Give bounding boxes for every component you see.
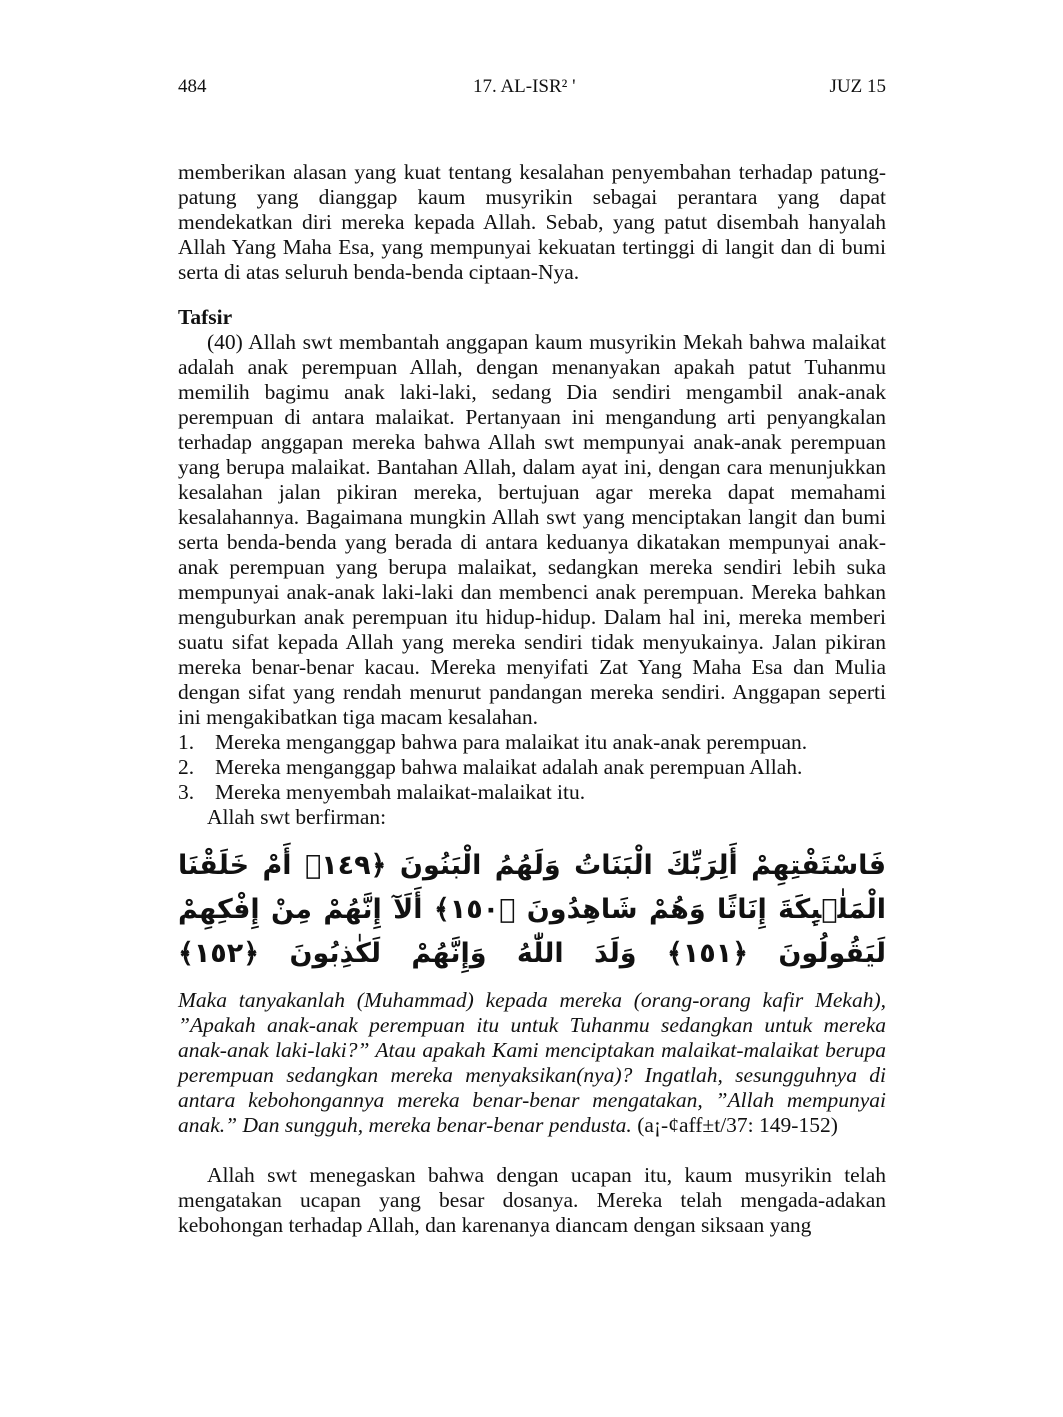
tafsir-paragraph: (40) Allah swt membantah anggapan kaum musyrikin Mekah bahwa malaikat adalah anak perempuan Allah, dengan menanyakan apakah patut Tuhanmu memilih bagimu anak laki-laki, sedang Dia sendiri mengambil anak-anak perempuan di antara malaikat. Pertanyaan ini mengandung arti penyangkalan terhadap anggapan mereka bahwa Allah swt mempunyai anak-anak perempuan yang berupa malaikat. Bantahan Allah, dalam ayat ini, dengan cara menunjukkan kesalahan jalan pikiran mereka, bertujuan agar mereka dapat memahami kesalahannya. Bagaimana mungkin Allah swt yang menciptakan langit dan bumi serta benda-benda yang berada di antara keduanya dikatakan mempunyai anak-anak perempuan yang berupa malaikat, sedangkan mereka sendiri lebih suka mempunyai anak-anak laki-laki dan membenci anak perempuan. Mereka bahkan menguburkan anak perempuan itu hidup-hidup. Dalam hal ini, mereka memberi suatu sifat kepada Allah yang mereka sendiri tidak menyukainya. Jalan pikiran mereka benar-benar kacau. Mereka menyifati Zat Yang Maha Esa dan Mulia dengan sifat yang rendah menurut pandangan mereka sendiri. Anggapan seperti ini mengakibatkan tiga macam kesalahan. bbox=[178, 330, 886, 729]
translation-text: Maka tanyakanlah (Muhammad) kepada mereka (orang-orang kafir Mekah), ”Apakah anak-anak perempuan itu untuk Tuhanmu sedangkan untuk mereka anak-anak laki-laki?” Atau apakah Kami menciptakan malaikat-malaikat berupa perempuan sedangkan mereka menyaksikan(nya)? Ingatlah, sesungguhnya di antara kebohongannya mereka benar-benar mengatakan, ”Allah mempunyai anak.” Dan sungguh, mereka benar-benar pendusta. bbox=[178, 988, 886, 1137]
translation-paragraph bbox=[178, 988, 886, 1138]
list-item: 1. Mereka menganggap bahwa para malaikat itu anak-anak perempuan. bbox=[178, 730, 808, 754]
list-item: 2. Mereka menganggap bahwa malaikat adalah anak perempuan Allah. bbox=[178, 755, 803, 779]
citation: (a¡-¢aff±t/37: 149-152) bbox=[637, 1113, 838, 1137]
list-item: 3. Mereka menyembah malaikat-malaikat itu. bbox=[178, 780, 586, 804]
page-number: 484 bbox=[178, 76, 207, 97]
page-header bbox=[178, 76, 886, 100]
page-body bbox=[178, 160, 886, 1238]
closing-paragraph: Allah swt menegaskan bahwa dengan ucapan itu, kaum musyrikin telah mengatakan ucapan yang besar dosanya. Mereka telah mengada-adakan kebohongan terhadap Allah, dan karenanya diancam dengan siksaan yang bbox=[178, 1163, 886, 1237]
arabic-verse: فَاسْتَفْتِهِمْ أَلِرَبِّكَ الْبَنَاتُ وَلَهُمُ الْبَنُونَ ﴿١٤٩﴾ أَمْ خَلَقْنَا الْمَلٰۤىِٕكَةَ إِنَاثًا وَهُمْ شَاهِدُونَ ﴿١٥٠﴾ أَلَآ إِنَّهُمْ مِنْ إِفْكِهِمْ لَيَقُولُونَ ﴿١٥١﴾ وَلَدَ اللّٰهُ وَإِنَّهُمْ لَكٰذِبُونَ ﴿١٥٢﴾ bbox=[178, 850, 886, 969]
error-list bbox=[178, 730, 886, 805]
juz-label: JUZ 15 bbox=[829, 76, 886, 97]
firman-intro: Allah swt berfirman: bbox=[207, 805, 387, 829]
tafsir-heading: Tafsir bbox=[178, 305, 233, 329]
intro-paragraph: memberikan alasan yang kuat tentang kesalahan penyembahan terhadap patung-patung yang dianggap kaum musyrikin sebagai perantara yang dapat mendekatkan diri mereka kepada Allah. Sebab, yang patut disembah hanyalah Allah Yang Maha Esa, yang mempunyai kekuatan tertinggi di langit dan di bumi serta di atas seluruh benda-benda ciptaan-Nya. bbox=[178, 160, 886, 284]
chapter-title: 17. AL-ISR² ' bbox=[473, 76, 576, 97]
